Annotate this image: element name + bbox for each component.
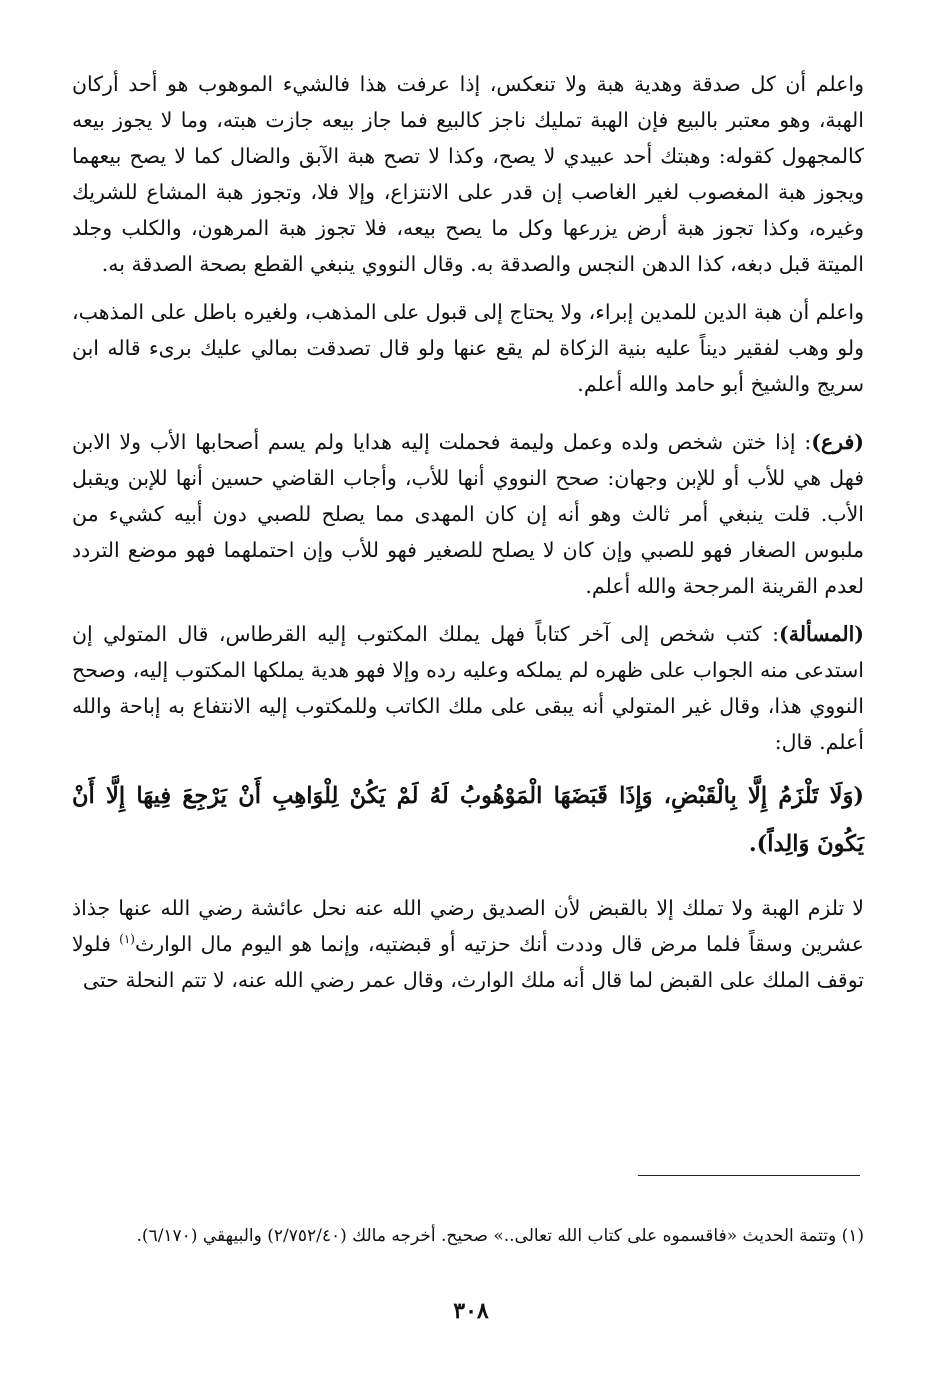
issue-text: : كتب شخص إلى آخر كتاباً فهل يملك المكتوب إليه القرطاس، قال المتولي إن استدعى منه الجواب على ظهره لم يملكه وعليه رده وإلا فهو هدية يملكها المكتوب إليه، وصحح النووي هذا، وقال غير المتولي أنه يبقى على ملك الكاتب وللمكتوب إليه الانتفاع به إباحة والله أعلم. قال: xyxy=(72,622,864,754)
possession-text-after: فلولا توقف الملك على القبض لما قال أنه ملك الوارث، وقال عمر رضي الله عنه، لا تتم النحلة حتى xyxy=(72,932,864,992)
issue-label: (المسألة) xyxy=(779,622,864,646)
footnote: (١) وتتمة الحديث «فاقسموه على كتاب الله تعالى..» صحيح. أخرجه مالك (٢/٧٥٢/٤٠) والبيهقي (٦/١٧٠). xyxy=(136,1226,864,1246)
possession-text-before: لا تلزم الهبة ولا تملك إلا بالقبض لأن الصديق رضي الله عنه نحل عائشة رضي الله عنها جذاذ عشرين وسقاً فلما مرض قال وددت أنك حزتيه أو قبضتيه، وإنما هو اليوم مال الوارث xyxy=(72,896,865,956)
footnote-divider xyxy=(638,1175,860,1176)
paragraph-possession xyxy=(72,890,864,998)
page-number: ٣٠٨ xyxy=(453,1298,489,1324)
matn-text: (وَلَا تَلْزَمُ إِلَّا بِالْقَبْضِ، وَإِذَا قَبَضَهَا الْمَوْهُوبُ لَهُ لَمْ يَكُنْ لِلْوَاهِبِ أَنْ يَرْجِعَ فِيهَا إِلَّا أَنْ يَكُونَ وَالِداً). xyxy=(72,783,864,857)
footnote-marker[interactable]: (١) xyxy=(119,932,135,947)
paragraph-gift-pillars: واعلم أن كل صدقة وهدية هبة ولا تنعكس، إذا عرفت هذا فالشيء الموهوب هو أحد أركان الهبة، وهو معتبر بالبيع فإن الهبة تمليك ناجز كالبيع فما جاز بيعه جازت هبته، وما لا يجوز بيعه كالمجهول كقوله: وهبتك أحد عبيدي لا يصح، وكذا لا تصح هبة الآبق والضال كما لا يصح بيعهما ويجوز هبة المغصوب لغير الغاصب إن قدر على الانتزاع، وإلا فلا، وتجوز هبة المشاع للشريك وغيره، وكذا تجوز هبة أرض يزرعها وكل ما يصح بيعه، فلا تجوز هبة المرهون، والكلب وجلد الميتة قبل دبغه، كذا الدهن النجس والصدقة به. وقال النووي ينبغي القطع بصحة الصدقة به. xyxy=(72,72,864,276)
paragraph-issue xyxy=(72,616,864,760)
branch-text: : إذا ختن شخص ولده وعمل وليمة فحملت إليه هدايا ولم يسم أصحابها الأب ولا الابن فهل هي للأب أو للإبن وجهان: صحح النووي أنها للأب، وأجاب القاضي حسين أنها للإبن ويقبل الأب. قلت ينبغي أمر ثالث وهو أنه إن كان المهدى مما يصلح للصبي دون أبيه كشيء من ملبوس الصغار فهو للصبي وإن كان لا يصلح للصغير فهو للأب وإن احتملهما فهو موضع التردد لعدم القرينة المرجحة والله أعلم. xyxy=(72,430,864,598)
paragraph-branch xyxy=(72,424,864,604)
paragraph-debt-gift: واعلم أن هبة الدين للمدين إبراء، ولا يحتاج إلى قبول على المذهب، ولغيره باطل على المذهب، ولو وهب لفقير ديناً عليه بنية الزكاة لم يقع عنها ولو قال تصدقت بمالي عليك برىء قاله ابن سريج والشيخ أبو حامد والله أعلم. xyxy=(72,300,864,396)
branch-label: (فرع) xyxy=(811,430,864,454)
